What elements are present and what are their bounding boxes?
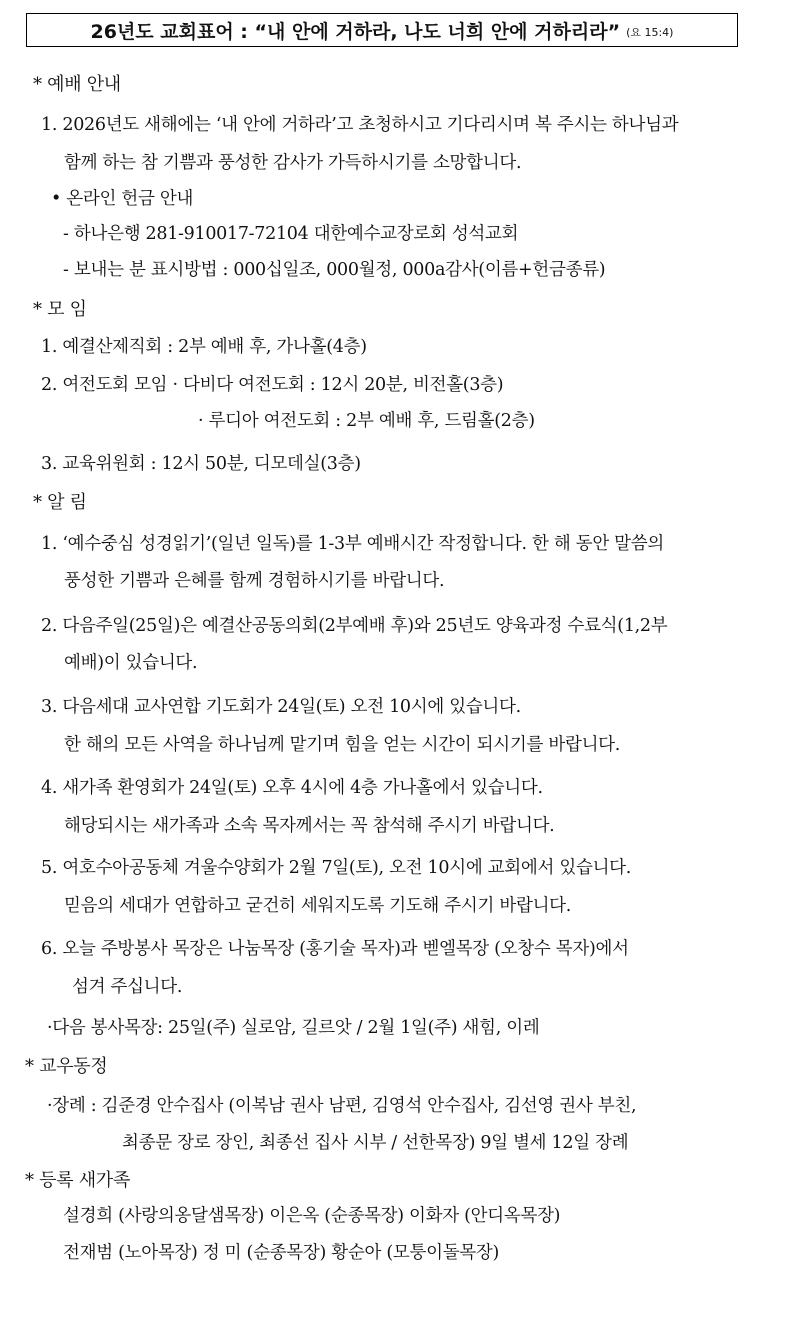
notice-1-line-2: 풍성한 기쁨과 은혜를 함께 경험하시기를 바랍니다. [64,571,445,591]
motto-header [26,13,738,47]
worship-heading: * 예배 안내 [33,74,121,95]
notice-6-line-1: 6. 오늘 주방봉사 목장은 나눔목장 (홍기술 목자)과 벧엘목장 (오창수 목자)에서 [41,939,629,959]
funeral-line-2: 최종문 장로 장인, 최종선 집사 시부 / 선한목장) 9일 별세 12일 장례 [122,1133,629,1153]
notice-4-line-1: 4. 새가족 환영회가 24일(토) 오후 4시에 4층 가나홀에서 있습니다. [41,778,543,798]
worship-item-1-line-2: 함께 하는 참 기쁨과 풍성한 감사가 가득하시기를 소망합니다. [64,153,522,173]
meeting-item-2-dabida: 2. 여전도회 모임 · 다비다 여전도회 : 12시 20분, 비전홀(3층) [41,375,504,395]
newcomers-line-1: 설경희 (사랑의옹달샘목장) 이은옥 (순종목장) 이화자 (안디옥목장) [63,1206,561,1226]
notice-6-line-2: 섬겨 주십니다. [72,977,183,997]
funeral-line-1: ·장례 : 김준경 안수집사 (이복남 권사 남편, 김영석 안수집사, 김선영 권사 부친, [47,1096,637,1116]
motto-title: 26년도 교회표어 : “내 안에 거하라, 나도 너희 안에 거하리라” [90,20,621,43]
notices-heading: * 알 림 [33,492,87,513]
meeting-item-1: 1. 예결산제직회 : 2부 예배 후, 가나홀(4층) [41,337,367,357]
notice-3-line-2: 한 해의 모든 사역을 하나님께 맡기며 힘을 얻는 시간이 되시기를 바랍니다. [64,735,621,755]
newcomers-heading: * 등록 새가족 [25,1170,130,1191]
meeting-item-3: 3. 교육위원회 : 12시 50분, 디모데실(3층) [41,454,361,474]
online-offering-method: - 보내는 분 표시방법 : 000십일조, 000월정, 000a감사(이름+헌금종류) [63,260,606,280]
notice-3-line-1: 3. 다음세대 교사연합 기도회가 24일(토) 오전 10시에 있습니다. [41,697,521,717]
online-offering-bank: - 하나은행 281-910017-72104 대한예수교장로회 성석교회 [63,224,519,244]
notice-4-line-2: 해당되시는 새가족과 소속 목자께서는 꼭 참석해 주시기 바랍니다. [64,816,555,836]
worship-item-1-line-1: 1. 2026년도 새해에는 ‘내 안에 거하라’고 초청하시고 기다리시며 복 주시는 하나님과 [41,115,679,135]
meetings-heading: * 모 임 [33,299,87,320]
next-kitchen-service: ·다음 봉사목장: 25일(주) 실로암, 길르앗 / 2월 1일(주) 새힘, 이레 [47,1018,540,1038]
motto-reference: (요 15:4) [626,26,674,39]
notice-1-line-1: 1. ‘예수중심 성경읽기’(일년 일독)를 1-3부 예배시간 작정합니다. 한 해 동안 말씀의 [41,534,664,554]
newcomers-line-2: 전재범 (노아목장) 정 미 (순종목장) 황순아 (모퉁이돌목장) [63,1243,500,1263]
online-offering-title: • 온라인 헌금 안내 [51,189,194,209]
notice-2-line-2: 예배)이 있습니다. [64,653,198,673]
notice-5-line-1: 5. 여호수아공동체 겨울수양회가 2월 7일(토), 오전 10시에 교회에서 있습니다. [41,858,632,878]
notice-2-line-1: 2. 다음주일(25일)은 예결산공동의회(2부예배 후)와 25년도 양육과정 수료식(1,2부 [41,616,668,636]
notice-5-line-2: 믿음의 세대가 연합하고 굳건히 세워지도록 기도해 주시기 바랍니다. [64,896,572,916]
meeting-item-2-lydia: · 루디아 여전도회 : 2부 예배 후, 드림홀(2층) [198,411,535,431]
fellowship-heading: * 교우동정 [25,1056,108,1077]
